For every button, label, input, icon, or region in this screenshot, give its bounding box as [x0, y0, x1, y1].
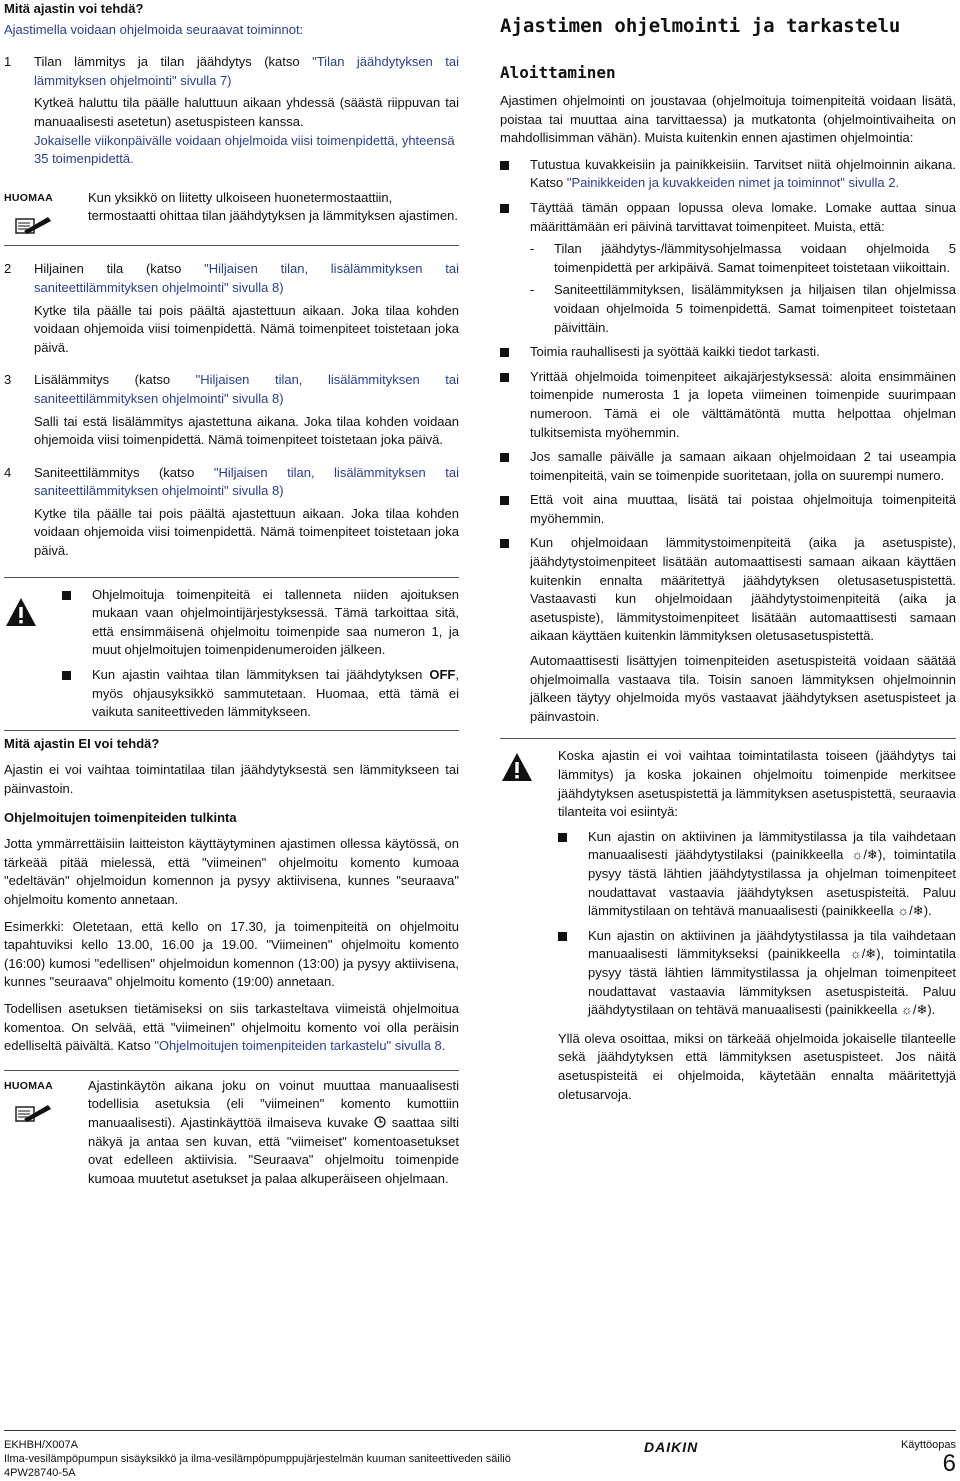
note-box: HUOMAA Kun yksikkö on liitetty ulkoiseen huonetermostaattiin, termostaatti ohittaa tilan jäähdytyksen ja lämmityksen ajastimen.: [4, 183, 459, 238]
list-item: 1 Tilan lämmitys ja tilan jäähdytys (katso "Tilan jäähdytyksen tai lämmityksen ohjelmointi" sivulla 7) Kytkeä haluttu tila päälle haluttuun aikaan yhdessä (säästä riippuvan tai manuaalisesti asetetun) asetuspisteen kanssa. Jokaiselle viikonpäivälle voidaan ohjelmoida viisi toimenpidettä, yhteensä 35 toimenpidettä.: [4, 54, 459, 167]
right-column: Ajastimen ohjelmointi ja tarkastelu Aloittaminen Ajastimen ohjelmointi on joustavaa (ohjelmoituja toimenpiteitä voidaan lisätä, poistaa tai muuttaa aina tarvittaessa) ja mutkatonta (ohjelmointivaiheita on mahdollisimman vähän). Muista kuitenkin ennen ajastimen ohjelmointia: Tutustua kuvakkeisiin ja painikkeisiin. Tarvitset niitä ohjelmoinnin aikana. Katso "Painikkeiden ja kuvakkeiden nimet ja toiminnot" sivulla 2. Täyttää tämän oppaan lopussa oleva lomake. Lomake auttaa sinua määrittämään eri päivinä tarvittavat toimenpiteet. Muista, että: - Tilan jäähdytys-/lämmitysohjelmassa voidaan ohjelmoida 5 toimenpidettä per arkipäivä. Samat toimenpiteet toistetaan viikoittain. - Saniteettilämmityksen, lisälämmityksen ja hiljaisen tilan ohjelmissa voidaan ohjelmoida 5 toimenpidettä. Samat toimenpiteet toistetaan päivittäin. Toimia rauhallisesti ja syöttää kaikki tiedot tarkasti. Yrittää ohjelmoida toimenpiteet aikajärjestyksessä: aloita ensimmäinen toimenpide numerosta 1 ja lopeta viimeinen toimenpide suurimpaan numeroon. Tämä ei ole välttämätöntä mutta helpottaa ohjelman tulkitsemista myöhemmin. Jos samalle päivälle ja samaan aikaan ohjelmoidaan 2 tai useampia toimenpiteitä, vain se toimenpide suoritetaan, jolla on suurempi numero. Että voit aina muuttaa, lisätä tai poistaa ohjelmoituja toimenpiteitä myöhemmin. Kun ohjelmoidaan lämmitystoimenpiteitä (aika ja asetuspiste), jäähdytystoimenpiteet lisätään automaattisesti samaan aikaan käyttäen kuitenkin ennalta määritettyä jäähdytyksen oletusasetuspistettä. Vastaavasti kun ohjelmoidaan jäähdytystoimenpiteitä (aika ja asetuspiste), lämmitystoimenpiteet lisätään automaattisesti samaan aikaan käyttäen kuitenkin lämmityksen oletusasetuspistettä. Automaattisesti lisättyjen toimenpiteiden asetuspisteitä voidaan säätää ohjelmoimalla vastaava tila. Toisin sanoen lämmityksen ohjelmoinnin jälkeen täytyy ohjelmoida myös vastaavat jäähdytyksen asetuspisteet ja päinvastoin. Koska ajastin ei voi vaihtaa toimintatilasta toiseen (jäähdytys tai lämmitys) ja koska jokainen ohjelmoitu toimenpide merkitsee jäähdytyksen asetuspistettä ja lämmityksen asetuspistettä, seuraavia tilanteita voi esiintyä: Kun ajastin on aktiivinen ja lämmitystilassa ja tila vaihdetaan manuaalisesti jäähdytystilaksi (painikkeella ☼/❄), toimintatila pysyy tästä lähtien jäähdytystilassa ja ohjelman toimenpiteet noudattavat vastaavia jäähdytyksen asetuspisteitä. Paluu lämmitystilaan on tehtävä manuaalisesti (painikkeella ☼/❄). Kun ajastin on aktiivinen ja jäähdytystilassa ja tila vaihdetaan manuaalisesti lämmitykseksi (painikkeella ☼/❄), toimintatila pysyy tästä lähtien lämmitystilassa ja ohjelman toimenpiteet noudattavat vastaavia lämmityksen asetuspisteitä. Paluu jäähdytystilaan on tehtävä manuaalisesti (painikkeella ☼/❄). Yllä oleva osoittaa, miksi on tärkeää ohjelmoida jokaiselle tilanteelle sekä jäähdytyksen että lämmityksen asetuspisteet. Jos näitä asetuspisteitä ei ohjelmoida, käytetään ennalta määritettyjä oletusarvoja.: [500, 0, 956, 1104]
warning-box: Koska ajastin ei voi vaihtaa toimintatilasta toiseen (jäähdytys tai lämmitys) ja koska jokainen ohjelmoitu toimenpide merkitsee jäähdytyksen asetuspistettä ja lämmityksen asetuspistettä, seuraavia tilanteita voi esiintyä: Kun ajastin on aktiivinen ja lämmitystilassa ja tila vaihdetaan manuaalisesti jäähdytystilaksi (painikkeella ☼/❄), toimintatila pysyy tästä lähtien jäähdytystilassa ja ohjelman toimenpiteet noudattavat vastaavia jäähdytyksen asetuspisteitä. Paluu lämmitystilaan on tehtävä manuaalisesti (painikkeella ☼/❄). Kun ajastin on aktiivinen ja jäähdytystilassa ja tila vaihdetaan manuaalisesti lämmitykseksi (painikkeella ☼/❄), toimintatila pysyy tästä lähtien lämmitystilassa ja ohjelman toimenpiteet noudattavat vastaavia lämmityksen asetuspisteitä. Paluu jäähdytystilaan on tehtävä manuaalisesti (painikkeella ☼/❄). Yllä oleva osoittaa, miksi on tärkeää ohjelmoida jokaiselle tilanteelle sekä jäähdytyksen että lämmityksen asetuspisteet. Jos näitä asetuspisteitä ei ohjelmoida, käytetään ennalta määritettyjä oletusarvoja.: [500, 738, 956, 1104]
bullet-square-icon: [500, 373, 509, 382]
bullet-square-icon: [500, 453, 509, 462]
note-label: HUOMAA: [4, 191, 54, 204]
left-column: Mitä ajastin voi tehdä? Ajastimella voidaan ohjelmoida seuraavat toiminnot: 1 Tilan lämmitys ja tilan jäähdytys (katso "Tilan jäähdytyksen tai lämmityksen ohjelmointi" sivulla 7) Kytkeä haluttu tila päälle haluttuun aikaan yhdessä (säästä riippuvan tai manuaalisesti asetetun) asetuspisteen kanssa. Jokaiselle viikonpäivälle voidaan ohjelmoida viisi toimenpidettä, yhteensä 35 toimenpidettä. HUOMAA Kun yksikkö on liitetty ulkoiseen huonetermostaattiin, termostaatti ohittaa tilan jäähdytyksen ja lämmityksen ajastimen. 2 Hiljainen tila (katso "Hiljaisen tilan, lisälämmityksen tai saniteettilämmityksen ohjelmointi" sivulla 8) Kytke tila päälle tai pois päältä ajastettuun aikaan. Joka tilaa kohden voidaan ohjemoida viisi toimenpidettä. Nämä toimenpiteet toistetaan joka päivä. 3 Lisälämmitys (katso "Hiljaisen tilan, lisälämmityksen tai saniteettilämmityksen ohjelmointi" sivulla 8) Salli tai estä lisälämmitys ajastettuna aikana. Joka tilaa kohden voidaan ohjemoida viisi toimenpidettä. Nämä toimenpiteet toistetaan joka päivä. 4 Saniteettilämmitys (katso "Hiljaisen tilan, lisälämmityksen tai saniteettilämmityksen ohjelmointi" sivulla 8) Kytke tila päälle tai pois päältä ajastettuun aikaan. Joka tilaa kohden voidaan ohjemoida viisi toimenpidettä. Nämä toimenpiteet toistetaan joka päivä. Ohjelmoituja toimenpiteitä ei tallenneta niiden ajoituksen mukaan vaan ohjelmointijärjestyksessä. Tämä tarkoittaa sitä, että ensimmäisenä ohjelmoitu toimenpide saa numeron 1, ja muut ohjelmoitujen toimenpidenumeroiden jälkeen. Kun ajastin vaihtaa tilan lämmityksen tai jäähdytyksen OFF, myös ohjausyksikkö sammutetaan. Huomaa, että tämä ei vaikuta saniteettiveden lämmitykseen. Mitä ajastin EI voi tehdä? Ajastin ei voi vaihtaa toimintatilaa tilan jäähdytyksestä sen lämmitykseen tai päinvastoin. Ohjelmoitujen toimenpiteiden tulkinta Jotta ymmärrettäisiin laitteiston käyttäytyminen ajastimen ollessa käytössä, on tärkeää pitää mielessä, että "viimeinen" ohjelmoitu komento kumoaa "edeltävän" ohjelmoidun komennon ja pysyy aktiivisena, kunnes "seuraava" ohjelmoitu komento annetaan. Esimerkki: Oletetaan, että kello on 17.30, ja toimenpiteitä on ohjelmoitu tapahtuviksi kello 13.00, 16.00 ja 19.00. "Viimeinen" ohjelmoitu komento (16:00) kumosi "edellisen" ohjelmoidun komennon (13:00) ja pysyy aktiivisena, kunnes "seuraava" ohjelmoitu komento (19:00) annetaan. Todellisen asetuksen tietämiseksi on siis tarkasteltava viimeistä ohjelmoitua komentoa. On selvää, että "viimeinen" ohjelmoitu komento voi olla peräisin edelliseltä päivältä. Katso "Ohjelmoitujen toimenpiteiden tarkastelu" sivulla 8. HUOMAA Ajastinkäytön aikana joku on voinut muuttaa manuaalisesti todellisia asetuksia (eli "viimeinen" komento kumottiin manuaalisesti). Ajastinkäyttöä ilmaiseva kuvake saattaa silti näkyä ja antaa sen kuvan, että "viimeiset" komentoasetukset ovat edelleen aktiivisia. "Seuraava" ohjelmoitu toimenpide kumoaa muutetut asetukset ja palaa alkuperäiseen ohjelmaan.: [4, 0, 459, 1188]
list-item: Tutustua kuvakkeisiin ja painikkeisiin. Tarvitset niitä ohjelmoinnin aikana. Katso "Painikkeiden ja kuvakkeiden nimet ja toiminnot" sivulla 2.: [500, 156, 956, 193]
list-item: 3 Lisälämmitys (katso "Hiljaisen tilan, lisälämmityksen tai saniteettilämmityksen ohjelmointi" sivulla 8) Salli tai estä lisälämmitys ajastettuna aikana. Joka tilaa kohden voidaan ohjemoida viisi toimenpidettä. Nämä toimenpiteet toistetaan joka päivä.: [4, 372, 460, 448]
list-item: Täyttää tämän oppaan lopussa oleva lomake. Lomake auttaa sinua määrittämään eri päivinä tarvittavat toimenpiteet. Muista, että: - Tilan jäähdytys-/lämmitysohjelmassa voidaan ohjelmoida 5 toimenpidettä per arkipäivä. Samat toimenpiteet toistetaan viikoittain. - Saniteettilämmityksen, lisälämmityksen ja hiljaisen tilan ohjelmissa voidaan ohjelmoida 5 toimenpidettä. Samat toimenpiteet toistetaan päivittäin.: [500, 199, 956, 337]
mode-button-icon: ☼/❄: [897, 903, 924, 919]
bullet-square-icon: [500, 161, 509, 170]
bullet-square-icon: [500, 204, 509, 213]
page-title: Ajastimen ohjelmointi ja tarkastelu: [500, 15, 901, 37]
bullet-square-icon: [500, 539, 509, 548]
timer-clock-icon: [374, 1116, 386, 1128]
warning-triangle-icon: [500, 751, 534, 783]
section-heading-cannot: Mitä ajastin EI voi tehdä?: [4, 735, 160, 751]
document-type: Käyttöopas: [900, 1439, 956, 1451]
document-code: 4PW28740-5A: [4, 1467, 76, 1479]
note-label: HUOMAA: [4, 1079, 54, 1092]
bullet-square-icon: [558, 932, 567, 941]
bullet-square-icon: [62, 671, 71, 680]
mode-button-icon: ☼/❄: [900, 1002, 928, 1018]
warning-triangle-icon: [4, 596, 38, 628]
list-item: Yrittää ohjelmoida toimenpiteet aikajärjestyksessä: aloita ensimmäinen toimenpide numerosta 1 ja lopeta viimeinen toimenpide suurimpaan numeroon. Tämä ei ole välttämätöntä mutta helpottaa ohjelman tulkitsemista myöhemmin.: [500, 368, 956, 442]
model-code: EKHBH/X007A: [4, 1439, 78, 1451]
list-item: Toimia rauhallisesti ja syöttää kaikki tiedot tarkasti.: [500, 343, 956, 362]
list-item: Jos samalle päivälle ja samaan aikaan ohjelmoidaan 2 tai useampia toimenpiteitä, vain se toimenpide suoritetaan, jolla on suurempi numero.: [500, 448, 956, 485]
list-item: Kun ohjelmoidaan lämmitystoimenpiteitä (aika ja asetuspiste), jäähdytystoimenpiteet lisätään automaattisesti samaan aikaan käyttäen kuitenkin ennalta määritettyä jäähdytyksen oletusasetuspistettä. Vastaavasti kun ohjelmoidaan jäähdytystoimenpiteitä (aika ja asetuspiste), lämmitystoimenpiteet lisätään automaattisesti samaan aikaan käyttäen kuitenkin lämmityksen oletusasetuspistettä. Automaattisesti lisättyjen toimenpiteiden asetuspisteitä voidaan säätää ohjelmoimalla vastaava tila. Toisin sanoen lämmityksen ohjelmoinnin jälkeen täytyy ohjelmoida myös vastaavat jäähdytyksen asetuspisteet ja päinvastoin.: [500, 534, 956, 726]
bullet-square-icon: [500, 348, 509, 357]
list-item: 4 Saniteettilämmitys (katso "Hiljaisen tilan, lisälämmityksen tai saniteettilämmityksen ohjelmointi" sivulla 8) Kytke tila päälle tai pois päältä ajastettuun aikaan. Joka tilaa kohden voidaan ohjemoida viisi toimenpidettä. Nämä toimenpiteet toistetaan joka päivä.: [4, 464, 459, 559]
product-description: Ilma-vesilämpöpumpun sisäyksikkö ja ilma-vesilämpöpumppujärjestelmän kuuman saniteettiveden säiliö: [4, 1453, 511, 1465]
subsection-title: Aloittaminen: [500, 63, 616, 82]
page-number: 6: [942, 1450, 956, 1477]
note-box: HUOMAA Ajastinkäytön aikana joku on voinut muuttaa manuaalisesti todellisia asetuksia (eli "viimeinen" komento kumottiin manuaalisesti). Ajastinkäyttöä ilmaiseva kuvake saattaa silti näkyä ja antaa sen kuvan, että "viimeiset" komentoasetukset ovat edelleen aktiivisia. "Seuraava" ohjelmoitu toimenpide kumoaa muutetut asetukset ja palaa alkuperäiseen ohjelmaan.: [4, 1070, 459, 1189]
page-ref-link[interactable]: "Tilan jäähdytyksen tai lämmityksen ohjelmointi" sivulla 7): [34, 54, 459, 88]
page-footer: [4, 1430, 956, 1479]
section-heading-interpretation: Ohjelmoitujen toimenpiteiden tulkinta: [4, 809, 237, 825]
bullet-square-icon: [558, 833, 567, 842]
list-item: 2 Hiljainen tila (katso "Hiljaisen tilan, lisälämmityksen tai saniteettilämmityksen ohjelmointi" sivulla 8) Kytke tila päälle tai pois päältä ajastettuun aikaan. Joka tilaa kohden voidaan ohjemoida viisi toimenpidettä. Nämä toimenpiteet toistetaan joka päivä.: [4, 261, 460, 355]
bullet-square-icon: [62, 591, 71, 600]
section-heading-can: Mitä ajastin voi tehdä?: [4, 1, 144, 16]
brand-logo: DAIKIN: [644, 1439, 699, 1455]
list-item: Että voit aina muuttaa, lisätä tai poistaa ohjelmoituja toimenpiteitä myöhemmin.: [500, 491, 956, 528]
mode-button-icon: ☼/❄: [851, 847, 878, 863]
mode-button-icon: ☼/❄: [849, 946, 877, 962]
page-ref-link[interactable]: "Hiljaisen tilan, lisälämmityksen tai saniteettilämmityksen ohjelmointi" sivulla 8): [34, 372, 460, 406]
page-ref-link[interactable]: "Hiljaisen tilan, lisälämmityksen tai saniteettilämmityksen ohjelmointi" sivulla 8): [34, 261, 460, 295]
page-ref-link[interactable]: "Hiljaisen tilan, lisälämmityksen tai saniteettilämmityksen ohjelmointi" sivulla 8): [34, 464, 459, 499]
bullet-square-icon: [500, 496, 509, 505]
note-pencil-icon: [4, 211, 54, 237]
page-ref-link[interactable]: "Painikkeiden ja kuvakkeiden nimet ja toiminnot" sivulla 2.: [566, 175, 900, 191]
note-pencil-icon: [4, 1099, 54, 1125]
page-ref-link[interactable]: "Ohjelmoitujen toimenpiteiden tarkastelu" sivulla 8.: [154, 1038, 446, 1054]
warning-box: Ohjelmoituja toimenpiteitä ei tallenneta niiden ajoituksen mukaan vaan ohjelmointijärjestyksessä. Tämä tarkoittaa sitä, että ensimmäisenä ohjelmoitu toimenpide saa numeron 1, ja muut ohjelmoitujen toimenpidenumeroiden jälkeen. Kun ajastin vaihtaa tilan lämmityksen tai jäähdytyksen OFF, myös ohjausyksikkö sammutetaan. Huomaa, että tämä ei vaikuta saniteettiveden lämmitykseen.: [4, 577, 459, 722]
intro-text: Ajastimella voidaan ohjelmoida seuraavat toiminnot:: [4, 21, 304, 37]
